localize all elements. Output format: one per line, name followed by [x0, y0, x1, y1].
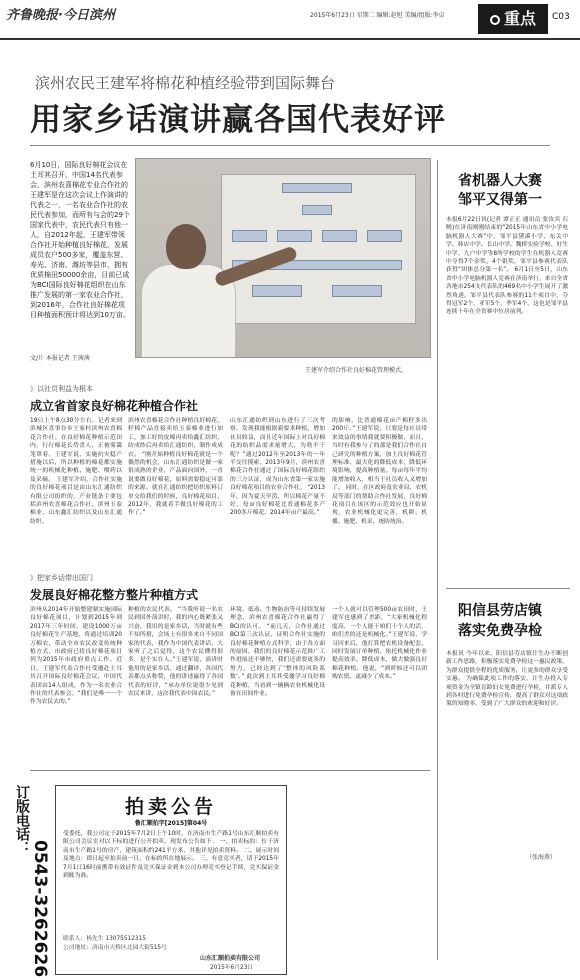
- sidebar-one-title1: 省机器人大赛: [458, 173, 542, 189]
- auction-date: 2015年6月23日: [210, 965, 254, 971]
- lead-headline: 用家乡话演讲赢各国代表好评: [30, 102, 446, 138]
- section-one-col4: 的影响，比普通棉花亩产棉籽多出200斤。”王建军说，只要是每社员带来效益的事情我就要积极做，而且，当时有我参与了的那是我们合作社自己研究的种植方案，加上良好棉花管理标准，最大化的降低成本，降低环境影响，提高种植量。每亩每年平均能增加收入，相当于社员收入又增加了。 同时，在区政府及农业局、农机局等部门的帮助合作社发展，良好棉花项目在该区的示范效应也开始显现，农业机械化更完善，机耕、机播、施肥、机采、统防统治。: [332, 418, 427, 525]
- auction-signature: 山东汇顺拍卖有限公司: [200, 955, 261, 962]
- section-two-kicker: 》把家乡话带出国门: [30, 574, 93, 582]
- sidebar-two-body: 本报讯 今年以来，阳信县劳店镇计生办不断创新工作思路，积极落实免费孕检这一惠民政策，为群众提供全程的优质服务，让更多的群众享受实惠。 为确保此项工作的落实，计生办投入专项资金为全镇育龄妇女免费进行孕检，并派专人到各村进行免费孕检宣传，提高了群众对这项政策的知晓率，受到了广大群众的欢迎和好评。: [446, 651, 568, 708]
- lead-byline: 文/片 本报记者 王茜茜: [30, 355, 90, 362]
- person-head: [166, 224, 206, 269]
- lead-intro: 6月10日，国际良好棉花会议在土耳其召开，中国14名代表参会，滨州农喜棉花专业合作社的王建军是在这次会议上作演讲的代表之一，一名农业合作社的农民代表参加，而所有与会的29个国家代表中，农民代表只有他一人。自2012年起，王建军带领合作社开始种植良好棉花，发展成员农户500多家，覆盖东营、寿光、济南、潍坊等县市，拥有优质棉田50000余亩，目前已成为BCI国际良好棉花组织在山东推广发展的第一家农业合作社，到2016年，合作社良好棉花项目种植面积预计将达到10万亩。: [30, 161, 130, 319]
- section-one-col2: 滨州农喜棉花合作社种植良好棉花，籽棉产品直接卖给玉泰棉业进行加工，加工好的皮棉再卖给鑫汇纺织，纺成纱后再卖给汇通纺织，制作成成衣。 “刚开始种植良好棉花就是一个偶然的机会，山东汇通纺织是做一家很成熟的企业，产品面向国外，一直说要做良好棉花，原料需要稳定可靠的来源。就在汇通纺织把纺织原料订单交给我们的时候，良好棉花项目，2012年，我就着手做良好棉花的工作了。”: [128, 418, 223, 517]
- section-one-kicker: 》以社员利益为根本: [30, 385, 93, 393]
- section-label: 重点: [503, 9, 536, 28]
- sidebar-two-title1: 阳信县劳店镇: [458, 603, 542, 619]
- section-one-title: 成立省首家良好棉花种植合作社: [30, 399, 199, 413]
- subscription-label: 订版电话：: [14, 785, 30, 855]
- bottom-rule: [30, 770, 430, 771]
- sidebar-two-byline: （张海燕）: [526, 854, 557, 861]
- lead-photo: [135, 158, 431, 358]
- section-dot-icon: [490, 15, 500, 25]
- auction-body: 受委托，我公司定于2015年7月2日上午10时，在济南市生产路1号山东汇顺拍卖有限公司会议室对以下标的进行公开拍卖，现发布公告如下： 一、拍卖标的：位于济南市生产路1号的房产，建筑面积约241平方米，其他详见拍卖资料。 二、展示时间及地点：即日起至拍卖前一日，在标的所在地展示。 三、有意竞买者，请于2015年7月1日16时前携带有效证件及竞买保证金到本公司办理竞买登记手续，竞买保证金到账为准。: [63, 831, 279, 880]
- auction-contact: 联系人：杨先生 13075512315: [63, 936, 146, 942]
- sidebar-divider: [437, 160, 438, 960]
- headline-rule: [30, 145, 550, 146]
- sidebar-two-title2: 落实免费孕检: [458, 623, 542, 639]
- sidebar-one-body: 本报6月22日讯(记者 谭正正 通讯员 张汝宾 石曉)在济南刚刚结束的“2015年山东省中小学电脑机器人大赛”中，邹平县黛溪小学、东关中学、韩店中学、长山中学、魏桥实验学校、好生中学、九户中学等8所学校的学生在机器人竞赛中夺得7个金奖、4个银奖，邹平县参赛代表队获得“团体总分第一名”。 6月1日至5日，山东省中小学电脑机器人竞赛在济南举行，来自全省各地市254支代表队的469名中小学生展开了激烈角逐。邹平县代表队参赛的11个项目中，夺得冠军2个，亚军5个，季军4个，这也是邹平县连续十年在全省赛中位居前列。: [446, 217, 568, 316]
- section-two-col1: 滨州从2014年开始整建制实施国际良好棉花项目，计划到2015年到2017年三年时间，建设1000万亩良好棉花生产基地，将通过培训20万棉农，带动全市农民改变传统种植方式，市政府已将良好棉花项目列为2015年市政府重点工作。近日，王建军代表合作社受邀赴土耳其召开国际良好棉花会议，中国代表团由14人组成，作为一名农业合作社的代表参会。“我们是唯一一个作为农民去的。”: [30, 607, 122, 706]
- sidebar-rule: [446, 588, 570, 589]
- auction-number: 鲁汇顺拍字[2015]第04号: [134, 820, 208, 827]
- section-two-col3: 环境、低毒、生物防治等可持续发展理念，滨州农喜棉花合作社赢得了BCI的认可。 “前几天，合作社通过BCI第三次认证，证明合作社实施的良好棉花种植方式科学，由于各方面的原因，我们的良好棉花示范推广工作进展还不够快，我们还需要更多的努力，已经达到了‘整体的风险系数’。” 此次到土耳其受邀学习良好棉花种植，当看到一辆辆农业机械化设备在田间作业。: [230, 607, 325, 698]
- section-two-col4: 一个人就可以管理500亩农田时，王建军也感到了差距，“大家机械化程度高，一个人能干咱们十个人的活，咱们差的还是机械化。”王建军说，学习回来后，他打算把农机设备配套，同时发展订单种植，依托机械化作业提高效率、降低成本，做大做强良好棉花种植。他说，“到时候还可以团购农资，更减少了成本。”: [332, 607, 427, 681]
- section-two-title: 发展良好棉花整方整片种植方式: [30, 588, 199, 602]
- auction-address: 公司地址：济南市天桥区北园大街515号: [63, 945, 167, 951]
- date-line: 2015年6月23日 星期二 编辑:赵旭 美编/组版:李卓: [310, 12, 445, 19]
- flowchart-board: [221, 174, 416, 324]
- newspaper-logo: 齐鲁晚报·今日滨州: [6, 8, 115, 23]
- section-two-col2: 种植的农民代表。 “当我听说一名农民到国外演讲时，我的内心既紧张又兴奋，我用的是家乡话，当时就有些不知所措，会场上有很多来自不同国家的代表，我作为中国代表讲话，大家听了之后觉得，这个农民懂得很多，是个实在人。”王建军说，演讲时他用的是家乡话，通过翻译，各国代表都点头称赞，他的讲述赢得了各国代表的好评，“承办单位说很少见到农民来讲，这次我代表中国农民。”: [128, 607, 223, 698]
- photo-caption: 王建军介绍合作社良好棉花管理模式。: [305, 367, 408, 374]
- section-one-col3: 山东汇通纺织到山东进行了三次考察，发现我能根据新要求种植，增加社员收益，而且近年国际上对良好棉花的纺织品需求量增大，为啥不干呢？”通过2012年至2013年的一年半交往摸索，2013年9月，滨州农喜棉花合作社通过了国际良好棉花组织的三方认证，成为山东省第一家实施良好棉花项目的农业合作社。 “2013年，因为夏天旱涝，所以棉花产量不好，每亩良好棉花比普通棉花多产200多斤棉花，2014年亩产最高。”: [230, 418, 325, 517]
- lead-subhead: 滨州农民王建军将棉花种植经验带到国际舞台: [35, 74, 336, 92]
- page-code: C03: [552, 12, 570, 22]
- auction-title: 拍卖公告: [124, 796, 217, 818]
- section-one-col1: 19日上午8点30分左右，记者来到滨城区喜事谷乡王家村滨州农喜棉花合作社。在良好棉花种植示范田内，行行棉花长势喜人，正被雾霭笼罩着。王建军说，实施抗灾稳产措施以后，所以种植的棉花都实施统一的机械化种植、施肥、喷药以及采摘。 王建军介绍，合作社实施的良好棉花项目是由山东汇通纺织有限公司组织的，产业链条主要包括滨州农喜棉花合作社、滨州玉泰棉业、山东鑫汇纺织以及山东汇通纺织。: [30, 418, 122, 525]
- section-tag: [478, 4, 548, 34]
- sidebar-one-title2: 邹平又得第一: [458, 192, 542, 208]
- subscription-phone: 0543-3262626: [30, 840, 50, 978]
